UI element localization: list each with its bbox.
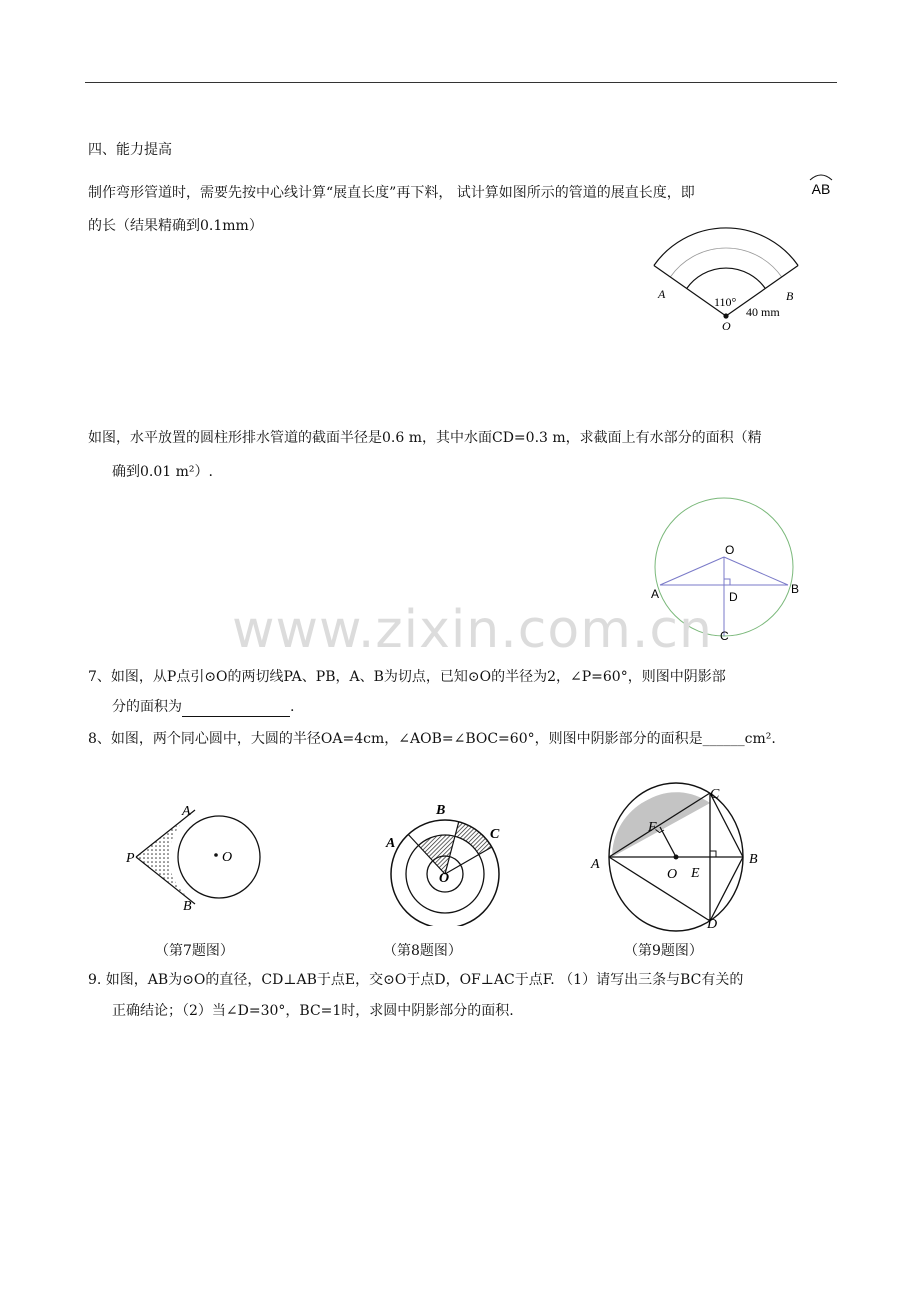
fig7: [118, 800, 268, 915]
fig9-caption: （第9题图）: [624, 943, 703, 959]
q9-line2: 正确结论；（2）当∠D=30°，BC=1时，求圆中阴影部分的面积.: [112, 1003, 514, 1019]
fig9-center: [674, 855, 679, 860]
pipe-label-b: B: [786, 289, 794, 303]
fig8-label-o: O: [439, 871, 450, 886]
fig7-label-b: B: [183, 899, 192, 914]
fig9-chord-bd: [710, 857, 743, 921]
fig7-label-p: P: [126, 851, 135, 866]
fig8-ray-oc: [445, 847, 492, 874]
fig7-center: [214, 853, 218, 857]
pipe-radius-label: 40 mm: [746, 305, 780, 319]
pipe-center-arc: [670, 248, 781, 277]
pipe-figure: [640, 226, 820, 336]
arc-ab-symbol: [806, 168, 836, 198]
header-rule: [85, 82, 837, 83]
watermark: www.zixin.com.cn: [232, 600, 713, 660]
pipe-angle-label: 110°: [714, 295, 737, 309]
pipe-inner-arc: [687, 268, 766, 288]
water-radius-ob: [724, 557, 788, 585]
pipe-question-text: 制作弯形管道时，需要先按中心线计算“展直长度”再下料， 试计算如图所示的管道的展直长度，即: [88, 185, 695, 201]
fig8-caption: （第8题图）: [383, 943, 462, 959]
pipe-question-line2: 的长（结果精确到0.1mm）: [88, 218, 263, 234]
water-label-o: O: [725, 543, 735, 557]
fig7-label-o: O: [222, 850, 233, 865]
water-label-b: B: [791, 582, 800, 596]
water-right-angle: [724, 579, 730, 585]
fig9-label-f: F: [648, 820, 657, 835]
q7-text: 分的面积为: [112, 699, 182, 715]
q9-line1: 9. 如图，AB为⊙O的直径，CD⊥AB于点E，交⊙O于点D，OF⊥AC于点F. （1）请写出三条与BC有关的: [88, 972, 744, 988]
fig8-label-b: B: [436, 803, 446, 818]
fig8-label-a: A: [386, 836, 396, 851]
fig7-shaded-region: [136, 816, 189, 898]
pipe-outer-arc: [654, 228, 798, 266]
q8-line1: 8、如图，两个同心圆中，大圆的半径OA=4cm，∠AOB=∠BOC=60°，则图中阴影部分的面积是______cm².: [88, 731, 776, 747]
fig8: [382, 796, 507, 926]
fig7-caption: （第7题图）: [155, 943, 234, 959]
water-label-d: D: [729, 590, 738, 604]
arc-ab-label: AB: [811, 181, 831, 197]
q7-line2: [112, 697, 294, 717]
fig9-label-b: B: [749, 852, 758, 867]
water-label-c: C: [720, 629, 729, 643]
fig9-right-angle-e: [710, 851, 716, 857]
fig9-label-d: D: [707, 917, 718, 932]
fig8-label-c: C: [490, 827, 500, 842]
water-label-a: A: [651, 587, 660, 601]
pipe-center-point: [724, 314, 728, 318]
fig9-label-e: E: [691, 866, 700, 881]
pipe-question-line1: [88, 183, 695, 203]
fig9-label-a: A: [591, 857, 600, 872]
water-question-line1: 如图，水平放置的圆柱形排水管道的截面半径是0.6 m，其中水面CD=0.3 m，求截面上有水部分的面积（精: [88, 430, 762, 446]
section-title: 四、能力提高: [88, 142, 172, 158]
fig9-label-o: O: [667, 867, 678, 882]
fig7-circle: [178, 816, 260, 898]
fig9-chord-bc: [710, 793, 743, 857]
water-question-line2: 确到0.01 m²）.: [112, 464, 213, 480]
water-radius-oa: [660, 557, 724, 585]
pipe-label-o: O: [722, 319, 731, 333]
q7-line1: 7、如图，从P点引⊙O的两切线PA、PB，A、B为切点，已知⊙O的半径为2，∠P=60°，则图中阴影部: [88, 669, 726, 685]
fig7-label-a: A: [182, 804, 191, 819]
fig9-segment-of: [660, 827, 676, 857]
pipe-label-a: A: [658, 287, 666, 301]
q7-answer-blank[interactable]: [182, 702, 290, 717]
fig9-label-c: C: [710, 787, 720, 802]
q7-period: .: [290, 699, 295, 715]
fig9: [585, 782, 765, 940]
